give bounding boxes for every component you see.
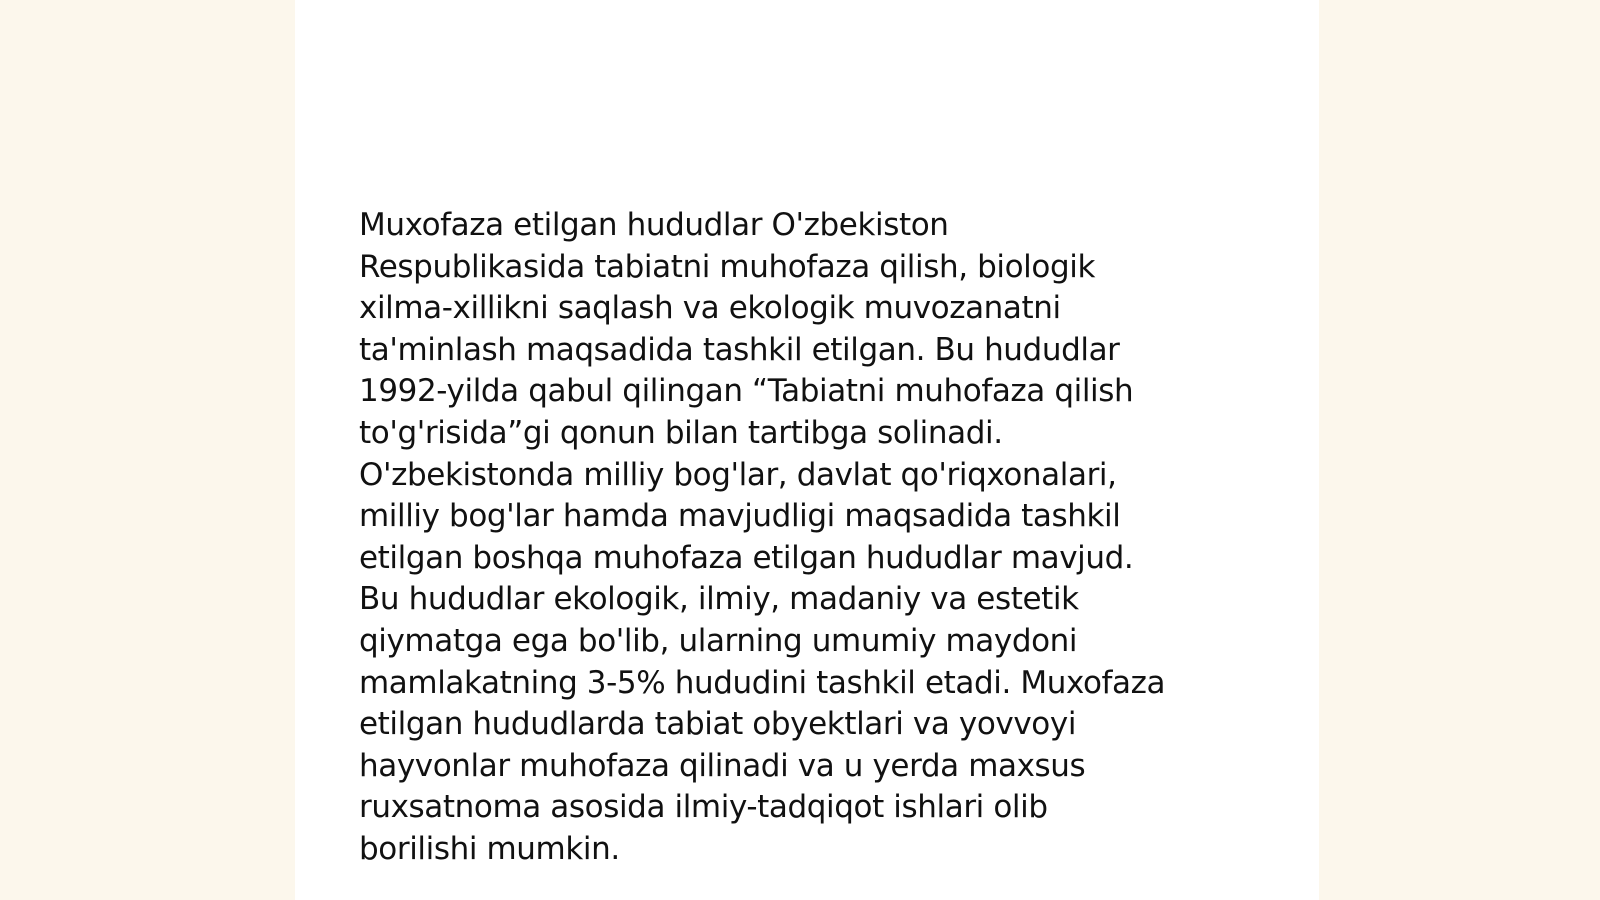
body-line: etilgan hududlarda tabiat obyektlari va yovvoyi [359, 706, 1077, 743]
body-line: mamlakatning 3-5% hududini tashkil etadi. Muxofaza [359, 664, 1166, 701]
body-line: qiymatga ega bo'lib, ularning umumiy maydoni [359, 622, 1078, 659]
body-line: Bu hududlar ekologik, ilmiy, madaniy va estetik [359, 581, 1079, 618]
body-line: etilgan boshqa muhofaza etilgan hududlar mavjud. [359, 539, 1134, 576]
body-line: ta'minlash maqsadida tashkil etilgan. Bu hududlar [359, 331, 1120, 368]
body-line: milliy bog'lar hamda mavjudligi maqsadida tashkil [359, 498, 1121, 535]
body-line: xilma-xillikni saqlash va ekologik muvozanatni [359, 290, 1061, 327]
body-line: Respublikasida tabiatni muhofaza qilish, biologik [359, 248, 1095, 285]
body-line: hayvonlar muhofaza qilinadi va u yerda maxsus [359, 747, 1086, 784]
body-line: to'g'risida”gi qonun bilan tartibga solinadi. [359, 414, 1003, 451]
body-line: Muxofaza etilgan hududlar O'zbekiston [359, 207, 949, 243]
body-line: 1992-yilda qabul qilingan “Tabiatni muhofaza qilish [359, 373, 1134, 410]
body-line: O'zbekistonda milliy bog'lar, davlat qo'riqxonalari, [359, 456, 1117, 493]
body-line: borilishi mumkin. [359, 830, 620, 867]
body-line: ruxsatnoma asosida ilmiy-tadqiqot ishlari olib [359, 789, 1048, 826]
slide-body-text [359, 205, 1239, 871]
slide-page [295, 0, 1319, 900]
